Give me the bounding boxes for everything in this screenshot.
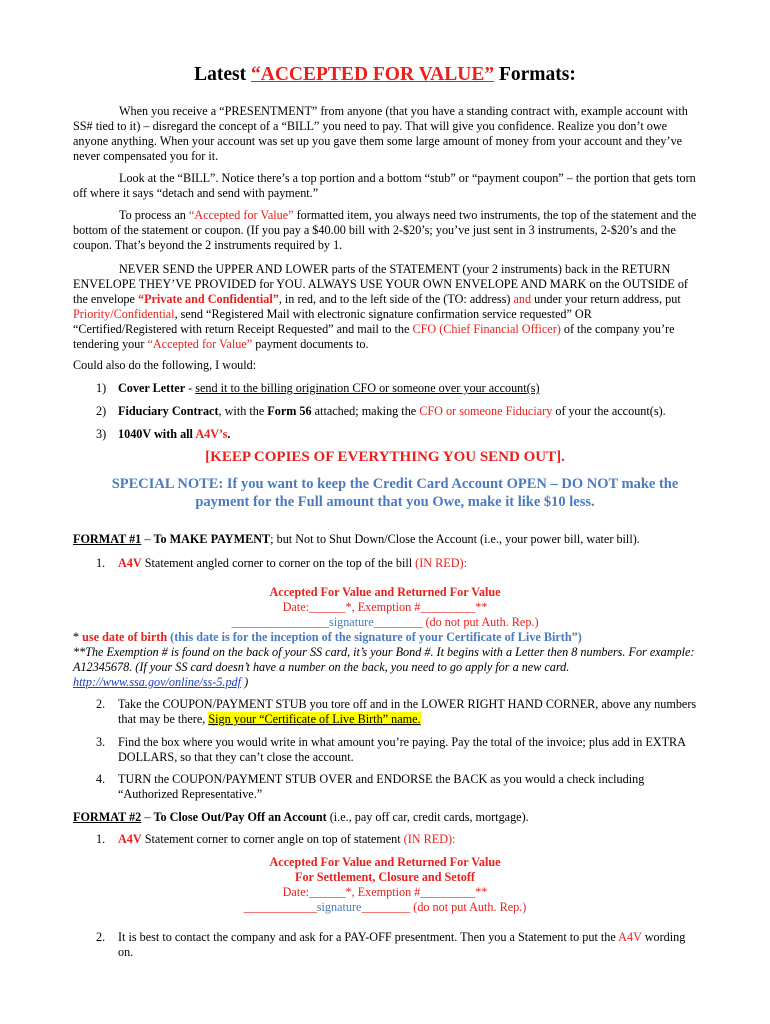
title-prefix: Latest — [194, 64, 252, 85]
stamp-1-line-3: ________________signature________ (do not put Auth. Rep.) — [231, 615, 539, 629]
keep-copies-notice: [KEEP COPIES OF EVERYTHING YOU SEND OUT]. — [205, 449, 565, 465]
ss5-form-link[interactable]: http://www.ssa.gov/online/ss-5.pdf — [73, 675, 242, 689]
list-item-number: 1. — [96, 832, 106, 846]
sign-name-highlight: Sign your “Certificate of Live Birth” name. — [208, 712, 421, 726]
list-item-number: 3) — [96, 427, 107, 441]
format-1-heading: FORMAT #1 – To MAKE PAYMENT; but Not to Shut Down/Close the Account (i.e., your power bill, water bill). — [73, 532, 640, 546]
format-2-step-1: A4V Statement corner to corner angle on top of statement (IN RED): — [118, 832, 456, 846]
list-item-1040v: 1040V with all A4V’s. — [118, 427, 231, 441]
list-item-number: 4. — [96, 772, 106, 786]
format-2-heading: FORMAT #2 – To Close Out/Pay Off an Account (i.e., pay off car, credit cards, mortgage). — [73, 810, 529, 824]
list-item-number: 2. — [96, 930, 106, 944]
intro-paragraph: When you receive a “PRESENTMENT” from anyone (that you have a standing contract with, example account with SS# tied to it) – disregard the concept of a “BILL” you need to pay. That will give you confidence. Realize you don’t owe anyone anything. When your account was set up you gave them some large amount of money from your account and they’ve never compensated you for it. — [73, 104, 688, 163]
format-1-step-2: Take the COUPON/PAYMENT STUB you tore off and in the LOWER RIGHT HAND CORNER, above any numbers that may be there, Sign your “Certificate of Live Birth” name. — [118, 697, 697, 726]
stamp-2-line-1: Accepted For Value and Returned For Value — [269, 855, 501, 869]
stamp-2-line-3: Date:______*, Exemption #_________** — [282, 885, 488, 899]
list-item-number: 2. — [96, 697, 106, 711]
title-highlight: “ACCEPTED FOR VALUE” — [251, 64, 495, 85]
list-item-fiduciary: Fiduciary Contract, with the Form 56 attached; making the CFO or someone Fiduciary of your the account(s). — [118, 404, 666, 418]
list-item-cover-letter: Cover Letter - send it to the billing origination CFO or someone over your account(s) — [118, 381, 540, 395]
stamp-1-line-2: Date:______*, Exemption #_________** — [282, 600, 488, 614]
page-title — [0, 64, 770, 86]
process-paragraph: To process an “Accepted for Value” formatted item, you always need two instruments, the top of the statement and the bottom of the statement or coupon. (If you pay a $40.00 bill with 2-$20’s; you’ve just sent in 3 instruments, 2-$20’s and the coupon. That’s beyond the 2 instruments required by 1. — [73, 208, 697, 252]
bill-paragraph: Look at the “BILL”. Notice there’s a top portion and a bottom “stub” or “payment coupon” – the portion that gets torn off where it says “detach and send with payment.” — [73, 171, 696, 200]
date-footnote: * use date of birth (this date is for the inception of the signature of your Certificate of Live Birth”) — [73, 630, 582, 644]
format-2-step-2: It is best to contact the company and ask for a PAY-OFF presentment. Then you a Statement to put the A4V wording on. — [118, 930, 686, 959]
format-1-step-3: Find the box where you would write in what amount you’re paying. Pay the total of the invoice; plus add in EXTRA DOLLARS, so that they can’t close the account. — [118, 735, 686, 764]
list-item-number: 2) — [96, 404, 107, 418]
stamp-2-line-4: ____________signature________ (do not put Auth. Rep.) — [243, 900, 527, 914]
exemption-footnote: **The Exemption # is found on the back of your SS card, it’s your Bond #. It begins with a Letter then 8 numbers. For example: A12345678. (If your SS card doesn’t have a number on the back, you need to go apply for a new card. http://www.ssa.gov/online/ss-5.pdf ) — [73, 645, 695, 689]
title-suffix: Formats: — [494, 64, 576, 85]
stamp-2-line-2: For Settlement, Closure and Setoff — [295, 870, 475, 884]
list-item-number: 1) — [96, 381, 107, 395]
format-1-step-4: TURN the COUPON/PAYMENT STUB OVER and ENDORSE the BACK as you would a check including “Authorized Representative.” — [118, 772, 645, 801]
also-paragraph: Could also do the following, I would: — [73, 358, 257, 372]
list-item-number: 1. — [96, 556, 106, 570]
format-1-step-1: A4V Statement angled corner to corner on the top of the bill (IN RED): — [118, 556, 467, 570]
envelope-paragraph: NEVER SEND the UPPER AND LOWER parts of the STATEMENT (your 2 instruments) back in the RETURN ENVELOPE THEY’VE PROVIDED for YOU. ALWAYS USE YOUR OWN ENVELOPE AND MARK on the OUTSIDE of the envelope “Private and Confidential”, in red, and to the left side of the (TO: address) and under your return address, put Priority/Confidential, send “Registered Mail with electronic signature confirmation service requested” OR “Certified/Registered with return Receipt Requested” and mail to the CFO (Chief Financial Officer) of the company you’re tendering your “Accepted for Value” payment documents to. — [73, 262, 688, 351]
stamp-1-line-1: Accepted For Value and Returned For Value — [269, 585, 501, 599]
special-note: SPECIAL NOTE: If you want to keep the Credit Card Account OPEN – DO NOT make the payment for the Full amount that you Owe, make it like $10 less. — [111, 476, 679, 510]
list-item-number: 3. — [96, 735, 106, 749]
